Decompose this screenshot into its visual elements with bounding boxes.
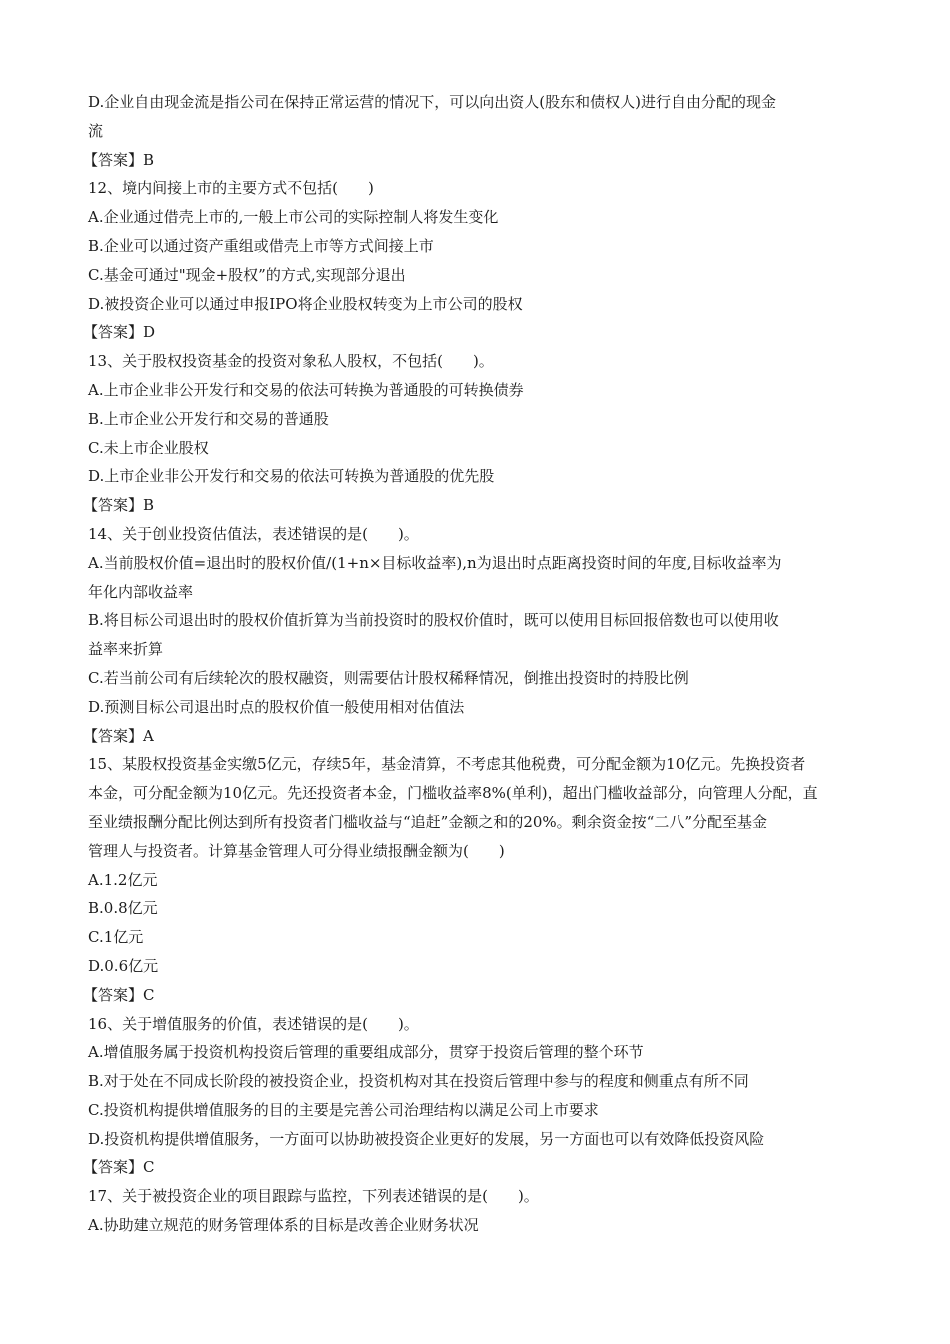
q16-option-c: C.投资机构提供增值服务的目的主要是完善公司治理结构以满足公司上市要求 xyxy=(88,1100,599,1119)
q15-option-a: A.1.2亿元 xyxy=(88,870,158,889)
q12-answer: 【答案】D xyxy=(83,323,156,342)
q13-option-b: B.上市企业公开发行和交易的普通股 xyxy=(88,409,329,428)
q12-option-d: D.被投资企业可以通过申报IPO将企业股权转变为上市公司的股权 xyxy=(88,294,523,313)
q14-option-b-line1: B.将目标公司退出时的股权价值折算为当前投资时的股权价值时，既可以使用目标回报倍数也可以使用收 xyxy=(88,611,779,630)
q11-option-d-line1: D.企业自由现金流是指公司在保持正常运营的情况下，可以向出资人(股东和债权人)进行自由分配的现金 xyxy=(88,93,776,111)
q12-option-c: C.基金可通过"现金+股权”的方式,实现部分退出 xyxy=(88,265,406,284)
q15-option-d: D.0.6亿元 xyxy=(88,956,159,975)
q13-answer: 【答案】B xyxy=(83,496,155,515)
q15-option-c: C.1亿元 xyxy=(88,928,144,947)
q14-option-a-line1: A.当前股权价值=退出时的股权价值/(1+n×目标收益率),n为退出时点距离投资时间的年度,目标收益率为 xyxy=(88,553,782,572)
document-page xyxy=(83,88,868,1240)
q15-option-b: B.0.8亿元 xyxy=(88,899,158,918)
q16-option-a: A.增值服务属于投资机构投资后管理的重要组成部分，贯穿于投资后管理的整个环节 xyxy=(88,1043,644,1062)
q14-answer: 【答案】A xyxy=(83,726,154,745)
q15-question-line1: 15、某股权投资基金实缴5亿元，存续5年，基金清算，不考虑其他税费，可分配金额为10亿元。先换投资者 xyxy=(88,755,806,774)
q13-option-a: A.上市企业非公开发行和交易的依法可转换为普通股的可转换债券 xyxy=(88,380,524,399)
q12-option-b: B.企业可以通过资产重组或借壳上市等方式间接上市 xyxy=(88,236,434,255)
q12-question: 12、境内间接上市的主要方式不包括( ) xyxy=(88,179,374,198)
q11-option-d-line2: 流 xyxy=(88,121,104,140)
q15-answer: 【答案】C xyxy=(83,985,155,1004)
q13-option-d: D.上市企业非公开发行和交易的依法可转换为普通股的优先股 xyxy=(88,467,495,486)
q13-question: 13、关于股权投资基金的投资对象私人股权，不包括( )。 xyxy=(88,352,494,371)
q11-answer: 【答案】B xyxy=(83,150,155,169)
q17-question: 17、关于被投资企业的项目跟踪与监控，下列表述错误的是( )。 xyxy=(88,1187,539,1206)
q12-option-a: A.企业通过借壳上市的,一般上市公司的实际控制人将发生变化 xyxy=(88,208,499,227)
q16-answer: 【答案】C xyxy=(83,1158,155,1177)
q15-question-line3: 至业绩报酬分配比例达到所有投资者门槛收益与“追赶”金额之和的20%。剩余资金按“二八”分配至基金 xyxy=(88,812,768,831)
q14-option-d: D.预测目标公司退出时点的股权价值一般使用相对估值法 xyxy=(88,697,465,716)
q15-question-line2: 本金，可分配金额为10亿元。先还投资者本金，门槛收益率8%(单利)，超出门槛收益部分，向管理人分配，直 xyxy=(88,784,818,803)
q15-question-line4: 管理人与投资者。计算基金管理人可分得业绩报酬金额为( ) xyxy=(88,841,505,860)
q17-option-a: A.协助建立规范的财务管理体系的目标是改善企业财务状况 xyxy=(88,1216,479,1235)
q16-question: 16、关于增值服务的价值，表述错误的是( )。 xyxy=(88,1014,419,1033)
q14-option-a-line2: 年化内部收益率 xyxy=(88,582,194,601)
q16-option-d: D.投资机构提供增值服务，一方面可以协助被投资企业更好的发展，另一方面也可以有效降低投资风险 xyxy=(88,1129,765,1148)
q13-option-c: C.未上市企业股权 xyxy=(88,438,209,457)
q14-option-c: C.若当前公司有后续轮次的股权融资，则需要估计股权稀释情况，倒推出投资时的持股比例 xyxy=(88,668,689,687)
q16-option-b: B.对于处在不同成长阶段的被投资企业，投资机构对其在投资后管理中参与的程度和侧重点有所不同 xyxy=(88,1072,749,1091)
q14-question: 14、关于创业投资估值法，表述错误的是( )。 xyxy=(88,524,419,543)
q14-option-b-line2: 益率来折算 xyxy=(88,640,164,659)
